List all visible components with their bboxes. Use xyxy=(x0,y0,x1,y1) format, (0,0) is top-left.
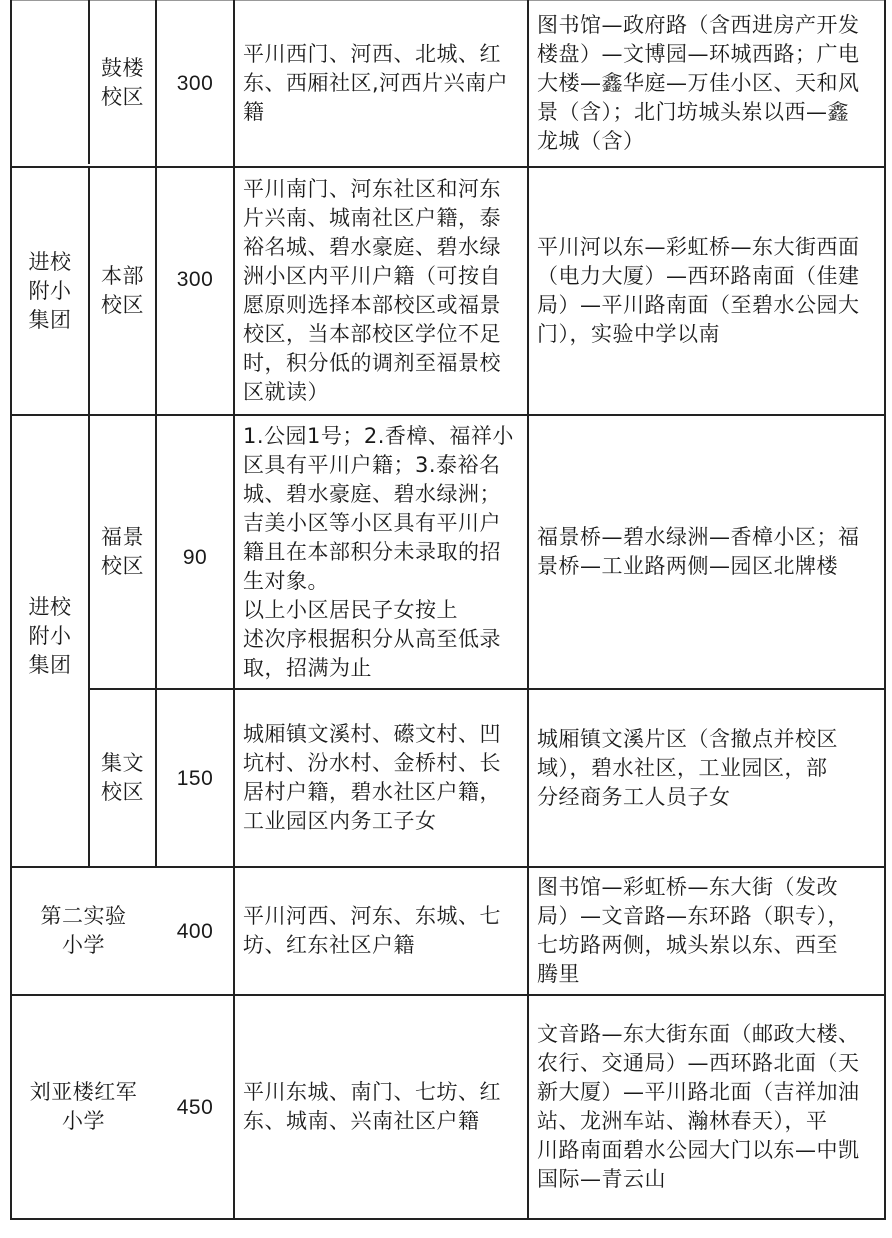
zone-cell xyxy=(537,416,882,688)
zone-text: 图书馆—政府路（含西进房产开发 楼盘）—文博园—环城西路；广电 大楼—鑫华庭—万佳小区、天和风 景（含）；北门坊城头岽以西—鑫 龙城（含） xyxy=(537,12,860,153)
zone-cell xyxy=(537,0,882,166)
hukou-text: 平川西门、河西、北城、红 东、西厢社区,河西片兴南户 籍 xyxy=(243,41,509,124)
quota-value: 400 xyxy=(176,919,214,943)
quota-value: 450 xyxy=(176,1095,214,1119)
campus-cell xyxy=(90,690,155,866)
school-name: 第二实验 小学 xyxy=(40,904,127,957)
zone-cell xyxy=(537,168,882,414)
quota-cell xyxy=(157,868,233,994)
quota-cell xyxy=(157,690,233,866)
school-cell xyxy=(12,868,155,994)
hukou-text: 平川东城、南门、七坊、红 东、城南、兴南社区户籍 xyxy=(243,1080,501,1133)
campus-name: 集文 校区 xyxy=(101,751,144,804)
zone-text: 文音路—东大街东面（邮政大楼、 农行、交通局）—西环路北面（天 新大厦）—平川路北面（吉祥加油 站、龙洲车站、瀚林春天），平 川路南面碧水公园大门以东—中凯 国际—青云山 xyxy=(537,1022,860,1191)
zone-text: 福景桥—碧水绿洲—香樟小区；福 景桥—工业路两侧—园区北牌楼 xyxy=(537,525,860,578)
school-cell xyxy=(12,996,155,1218)
table-rule xyxy=(884,0,886,1220)
quota-value: 300 xyxy=(176,267,214,291)
hukou-text: 城厢镇文溪村、礤文村、凹 坑村、汾水村、金桥村、长 居村户籍，碧水社区户籍， 工业园区内务工子女 xyxy=(243,722,501,833)
group-cell xyxy=(12,416,88,856)
campus-name: 本部 校区 xyxy=(101,264,144,317)
table-rule xyxy=(527,0,529,1220)
hukou-text: 平川河西、河东、东城、七 坊、红东社区户籍 xyxy=(243,904,501,957)
quota-value: 150 xyxy=(176,766,214,790)
hukou-cell xyxy=(243,996,527,1218)
quota-value: 300 xyxy=(176,71,214,95)
zone-cell xyxy=(537,868,882,994)
quota-cell xyxy=(157,0,233,166)
quota-value: 90 xyxy=(182,545,208,569)
hukou-cell xyxy=(243,690,527,866)
hukou-cell xyxy=(243,168,527,414)
school-name: 刘亚楼红军 小学 xyxy=(29,1080,138,1133)
hukou-cell xyxy=(243,868,527,994)
campus-cell xyxy=(90,168,155,414)
group-name: 进校 附小 集团 xyxy=(28,594,72,677)
quota-cell xyxy=(157,168,233,390)
group-name: 进校 附小 集团 xyxy=(28,249,72,332)
campus-name: 鼓楼 校区 xyxy=(101,56,144,109)
zone-cell xyxy=(537,996,882,1218)
hukou-text: 1.公园1号；2.香樟、福祥小 区具有平川户籍；3.泰裕名 城、碧水豪庭、碧水绿洲； 吉美小区等小区具有平川户 籍且在本部积分未录取的招 生对象。 以上小区居民子女按上 述次序根据积分从高至低录 取，招满为止 xyxy=(243,423,514,680)
zone-text: 图书馆—彩虹桥—东大街（发改 局）—文音路—东环路（职专）， 七坊路两侧，城头岽以东、西至 腾里 xyxy=(537,875,849,986)
quota-cell xyxy=(157,996,233,1218)
hukou-cell xyxy=(243,416,527,688)
hukou-text: 平川南门、河东社区和河东 片兴南、城南社区户籍，泰 裕名城、碧水豪庭、碧水绿 洲小区内平川户籍（可按自 愿原则选择本部校区或福景 校区，当本部校区学位不足 时，积分低的调剂至福景校 区就读） xyxy=(243,177,501,404)
campus-name: 福景 校区 xyxy=(101,525,144,578)
group-cell xyxy=(12,168,88,414)
zone-text: 城厢镇文溪片区（含撤点并校区 域），碧水社区，工业园区，部 分经商务工人员子女 xyxy=(537,726,838,809)
quota-cell xyxy=(157,416,233,698)
campus-cell xyxy=(90,416,155,688)
table-rule xyxy=(10,1218,886,1220)
zone-text: 平川河以东—彩虹桥—东大街西面 （电力大厦）—西环路南面（佳建 局）—平川路南面（至碧水公园大 门），实验中学以南 xyxy=(537,235,860,346)
hukou-cell xyxy=(243,0,527,166)
table-row xyxy=(90,0,155,166)
zone-cell xyxy=(537,690,882,846)
table-rule xyxy=(233,0,235,1220)
